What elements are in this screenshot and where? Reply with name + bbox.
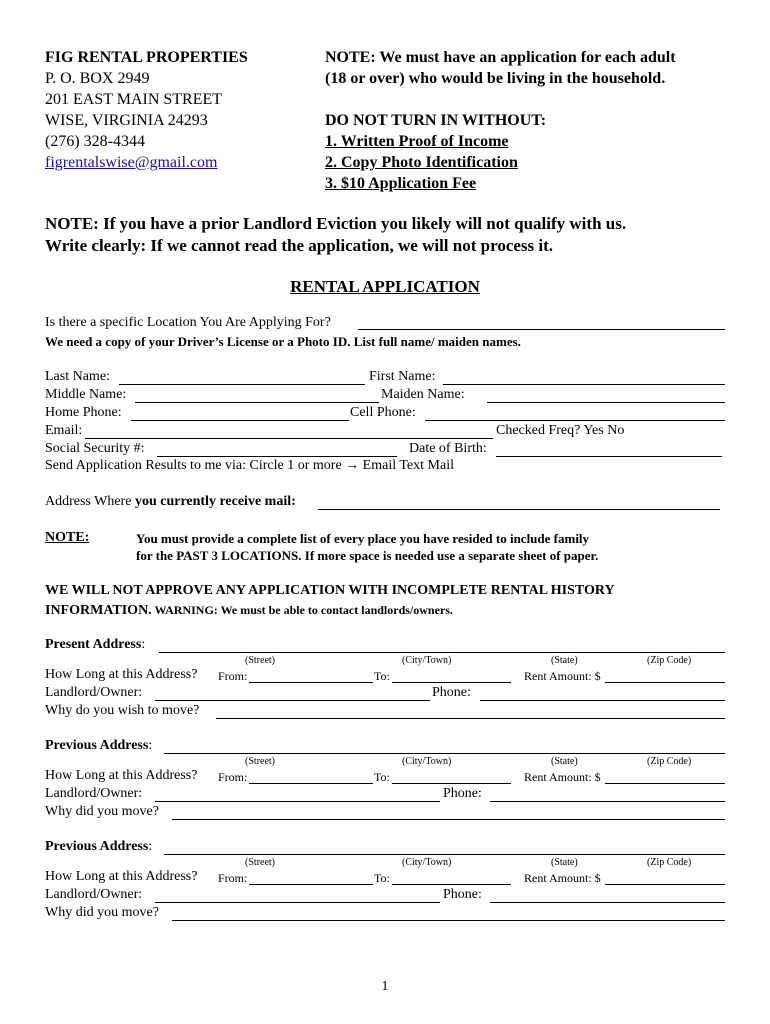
requirement-photo-id: 2. Copy Photo Identification <box>325 154 518 171</box>
last-name-field[interactable] <box>119 384 365 385</box>
landlord-phone-field[interactable] <box>490 902 725 903</box>
landlord-phone-field[interactable] <box>490 801 725 802</box>
company-phone: (276) 328-4344 <box>45 133 145 150</box>
landlord-label: Landlord/Owner: <box>45 786 143 801</box>
from-label: From: <box>218 770 248 784</box>
landlord-field[interactable] <box>155 801 440 802</box>
cell-phone-field[interactable] <box>425 420 725 421</box>
landlord-label: Landlord/Owner: <box>45 685 143 700</box>
rent-field[interactable] <box>605 682 725 683</box>
requirement-income: 1. Written Proof of Income <box>325 133 509 150</box>
previous-address-field[interactable] <box>164 753 725 754</box>
dob-field[interactable] <box>496 456 722 457</box>
last-name-label: Last Name: <box>45 369 110 384</box>
middle-name-label: Middle Name: <box>45 387 127 402</box>
first-name-field[interactable] <box>443 384 725 385</box>
home-phone-label: Home Phone: <box>45 405 122 420</box>
cell-phone-label: Cell Phone: <box>350 405 416 420</box>
mail-address-field[interactable] <box>318 509 720 510</box>
home-phone-field[interactable] <box>131 420 349 421</box>
why-move-label: Why do you wish to move? <box>45 703 200 718</box>
page-number: 1 <box>381 979 389 994</box>
sublabel-city: (City/Town) <box>402 857 452 868</box>
rent-label: Rent Amount: $ <box>524 871 601 885</box>
do-not-turn-in-title: DO NOT TURN IN WITHOUT: <box>325 112 547 129</box>
warning-line1: WE WILL NOT APPROVE ANY APPLICATION WITH INCOMPLETE RENTAL HISTORY <box>45 583 615 598</box>
landlord-field[interactable] <box>155 902 440 903</box>
landlord-phone-label: Phone: <box>432 685 471 700</box>
sublabel-state: (State) <box>551 857 578 868</box>
why-move-field[interactable] <box>172 920 725 921</box>
to-field[interactable] <box>392 884 511 885</box>
rent-field[interactable] <box>605 884 725 885</box>
history-note-line1: You must provide a complete list of every place you have resided to include family <box>136 531 590 546</box>
maiden-name-label: Maiden Name: <box>381 387 465 402</box>
email-label: Email: <box>45 423 83 438</box>
company-street: 201 EAST MAIN STREET <box>45 91 223 108</box>
checked-freq-label: Checked Freq? Yes No <box>496 423 625 438</box>
to-field[interactable] <box>392 783 511 784</box>
company-email-link[interactable]: figrentalswise@gmail.com <box>45 154 218 171</box>
present-address-label: Present Address: <box>45 637 146 652</box>
why-move-field[interactable] <box>216 718 725 719</box>
landlord-phone-label: Phone: <box>443 887 482 902</box>
landlord-field[interactable] <box>155 700 430 701</box>
present-address-field[interactable] <box>159 652 725 653</box>
why-move-label: Why did you move? <box>45 804 159 819</box>
sublabel-street: (Street) <box>245 857 275 868</box>
page-title: RENTAL APPLICATION <box>290 277 480 296</box>
sublabel-city: (City/Town) <box>402 756 452 767</box>
landlord-phone-field[interactable] <box>480 700 725 701</box>
why-move-field[interactable] <box>172 819 725 820</box>
from-label: From: <box>218 871 248 885</box>
landlord-phone-label: Phone: <box>443 786 482 801</box>
warning-line2: INFORMATION. WARNING: We must be able to contact landlords/owners. <box>45 603 453 618</box>
ssn-label: Social Security #: <box>45 441 145 456</box>
rent-label: Rent Amount: $ <box>524 770 601 784</box>
license-note: We need a copy of your Driver’s License or a Photo ID. List full name/ maiden names. <box>45 334 521 349</box>
from-field[interactable] <box>249 783 373 784</box>
landlord-label: Landlord/Owner: <box>45 887 143 902</box>
how-long-label: How Long at this Address? <box>45 768 198 783</box>
eviction-note: NOTE: If you have a prior Landlord Eviction you likely will not qualify with us. <box>45 214 627 233</box>
email-field[interactable] <box>85 438 493 439</box>
why-move-label: Why did you move? <box>45 905 159 920</box>
history-note-label: NOTE: <box>45 530 90 545</box>
to-field[interactable] <box>392 682 511 683</box>
previous-address-field[interactable] <box>164 854 725 855</box>
sublabel-state: (State) <box>551 756 578 767</box>
sublabel-city: (City/Town) <box>402 655 452 666</box>
company-name: FIG RENTAL PROPERTIES <box>45 49 248 66</box>
send-results-label: Send Application Results to me via: Circle 1 or more → Email Text Mail <box>45 458 454 473</box>
household-note-line1: NOTE: We must have an application for each adult <box>325 49 676 66</box>
location-label: Is there a specific Location You Are Applying For? <box>45 315 331 330</box>
how-long-label: How Long at this Address? <box>45 869 198 884</box>
middle-name-field[interactable] <box>135 402 379 403</box>
rent-label: Rent Amount: $ <box>524 669 601 683</box>
previous-address-label: Previous Address: <box>45 738 153 753</box>
from-field[interactable] <box>249 884 373 885</box>
rent-field[interactable] <box>605 783 725 784</box>
from-field[interactable] <box>249 682 373 683</box>
to-label: To: <box>374 669 390 683</box>
sublabel-zip: (Zip Code) <box>647 857 692 868</box>
how-long-label: How Long at this Address? <box>45 667 198 682</box>
mail-address-label: Address Where you currently receive mail: <box>45 494 296 509</box>
to-label: To: <box>374 871 390 885</box>
company-po-box: P. O. BOX 2949 <box>45 70 150 87</box>
sublabel-zip: (Zip Code) <box>647 655 692 666</box>
company-city-state: WISE, VIRGINIA 24293 <box>45 112 208 129</box>
clarity-note: Write clearly: If we cannot read the application, we will not process it. <box>45 236 554 255</box>
sublabel-street: (Street) <box>245 655 275 666</box>
location-field[interactable] <box>358 329 725 330</box>
from-label: From: <box>218 669 248 683</box>
history-note-line2: for the PAST 3 LOCATIONS. If more space is needed use a separate sheet of paper. <box>136 548 599 563</box>
first-name-label: First Name: <box>369 369 436 384</box>
sublabel-zip: (Zip Code) <box>647 756 692 767</box>
to-label: To: <box>374 770 390 784</box>
sublabel-street: (Street) <box>245 756 275 767</box>
dob-label: Date of Birth: <box>409 441 487 456</box>
previous-address-label: Previous Address: <box>45 839 153 854</box>
maiden-name-field[interactable] <box>487 402 725 403</box>
sublabel-state: (State) <box>551 655 578 666</box>
ssn-field[interactable] <box>157 456 397 457</box>
requirement-fee: 3. $10 Application Fee <box>325 175 477 192</box>
household-note-line2: (18 or over) who would be living in the household. <box>325 70 666 87</box>
